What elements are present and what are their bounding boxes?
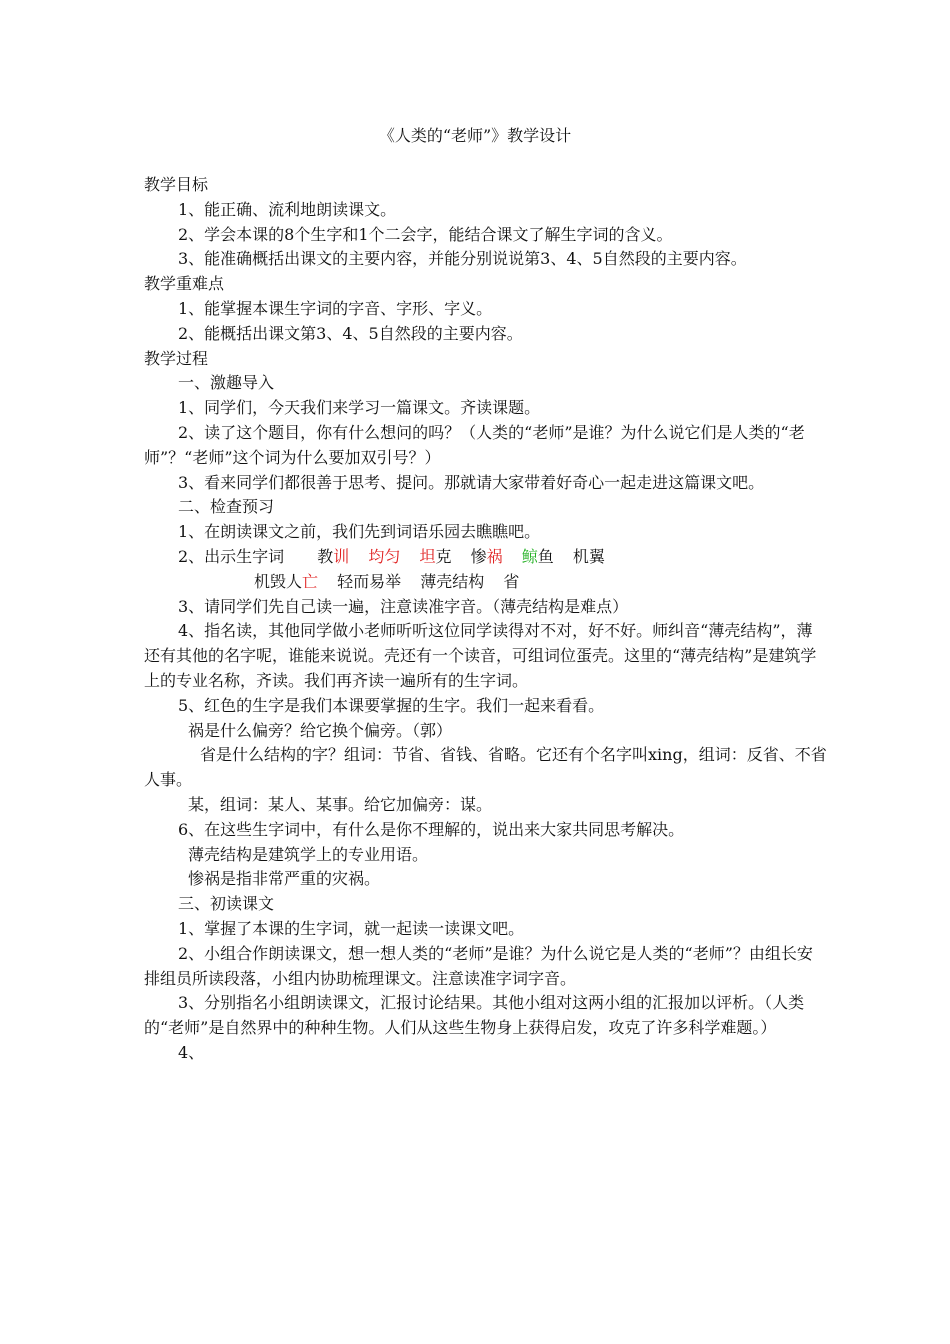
part1-item: 3、看来同学们都很善于思考、提问。那就请大家带着好奇心一起走进这篇课文吧。 xyxy=(178,472,765,492)
part2-subitem: 某，组词：某人、某事。给它加偏旁：谋。 xyxy=(188,794,493,814)
part1-heading: 一、激趣导入 xyxy=(178,373,275,393)
vocab-word: 薄壳结构 xyxy=(420,571,485,591)
part3-item: 3、分别指名小组朗读课文，汇报讨论结果。其他小组对这两小组的汇报加以评析。（人类的“老师”是自然界中的种种生物。人们从这些生物身上获得启发，攻克了许多科学难题。） xyxy=(144,993,805,1038)
key-item: 1、能掌握本课生字词的字音、字形、字义。 xyxy=(178,298,493,318)
vocab-word: 机翼 xyxy=(572,546,605,566)
vocab-word: 坦克 xyxy=(419,546,452,566)
document-body xyxy=(144,173,828,1066)
key-item: 2、能概括出课文第3、4、5自然段的主要内容。 xyxy=(178,323,523,343)
goals-heading: 教学目标 xyxy=(144,175,209,194)
part1-item: 2、读了这个题目，你有什么想问的吗？（人类的“老师”是谁？为什么说它们是人类的“老师”？“老师”这个词为什么要加双引号？） xyxy=(144,422,805,467)
vocab-prefix: 2、出示生字词 xyxy=(178,546,285,566)
part2-item: 5、红色的生字是我们本课要掌握的生字。我们一起来看看。 xyxy=(178,695,605,715)
part2-item: 6、在这些生字词中，有什么是你不理解的，说出来大家共同思考解决。 xyxy=(178,819,685,839)
part3-item: 1、掌握了本课的生字词，就一起读一读课文吧。 xyxy=(178,918,525,938)
vocab-word: 鲸鱼 xyxy=(521,546,554,566)
vocab-word: 机毁人亡 xyxy=(254,571,319,591)
vocab-line-2 xyxy=(144,570,828,595)
part2-subitem: 惨祸是指非常严重的灾祸。 xyxy=(188,869,381,889)
part2-item: 4、指名读，其他同学做小老师听听这位同学读得对不对，好不好。师纠音“薄壳结构”，薄还有其他的名字呢，谁能来说说。壳还有一个读音，可组词位蛋壳。这里的“薄壳结构”是建筑学上的专业名称，齐读。我们再齐读一遍所有的生字词。 xyxy=(144,621,817,690)
part2-heading: 二、检查预习 xyxy=(178,497,275,517)
part2-subitem: 省是什么结构的字？组词：节省、省钱、省略。它还有个名字叫xing，组词：反省、不省人事。 xyxy=(144,745,827,790)
process-heading: 教学过程 xyxy=(144,348,209,368)
part3-item: 2、小组合作朗读课文，想一想人类的“老师”是谁？为什么说它是人类的“老师”？由组长安排组员所读段落，小组内协助梳理课文。注意读准字词字音。 xyxy=(144,943,813,988)
part2-item: 3、请同学们先自己读一遍，注意读准字音。（薄壳结构是难点） xyxy=(178,596,629,616)
part2-item: 1、在朗读课文之前，我们先到词语乐园去瞧瞧吧。 xyxy=(178,522,541,542)
goal-item: 3、能准确概括出课文的主要内容，并能分别说说第3、4、5自然段的主要内容。 xyxy=(178,249,747,269)
goal-item: 1、能正确、流利地朗读课文。 xyxy=(178,199,397,219)
part3-item: 4、 xyxy=(178,1042,205,1062)
part3-heading: 三、初读课文 xyxy=(178,894,275,914)
goal-item: 2、学会本课的8个生字和1个二会字，能结合课文了解生字词的含义。 xyxy=(178,224,673,244)
vocab-line-1 xyxy=(144,545,828,570)
part2-subitem: 祸是什么偏旁？给它换个偏旁。（郭） xyxy=(188,720,453,740)
vocab-word: 惨祸 xyxy=(470,546,503,566)
vocab-word: 轻而易举 xyxy=(337,571,402,591)
vocab-word: 教训 xyxy=(317,546,350,566)
part1-item: 1、同学们，今天我们来学习一篇课文。齐读课题。 xyxy=(178,398,541,418)
vocab-word: 省 xyxy=(503,571,520,591)
key-heading: 教学重难点 xyxy=(144,274,225,294)
document-title: 《人类的“老师”》教学设计 xyxy=(378,126,572,145)
vocab-word: 均匀 xyxy=(368,546,401,566)
part2-subitem: 薄壳结构是建筑学上的专业用语。 xyxy=(188,844,429,864)
